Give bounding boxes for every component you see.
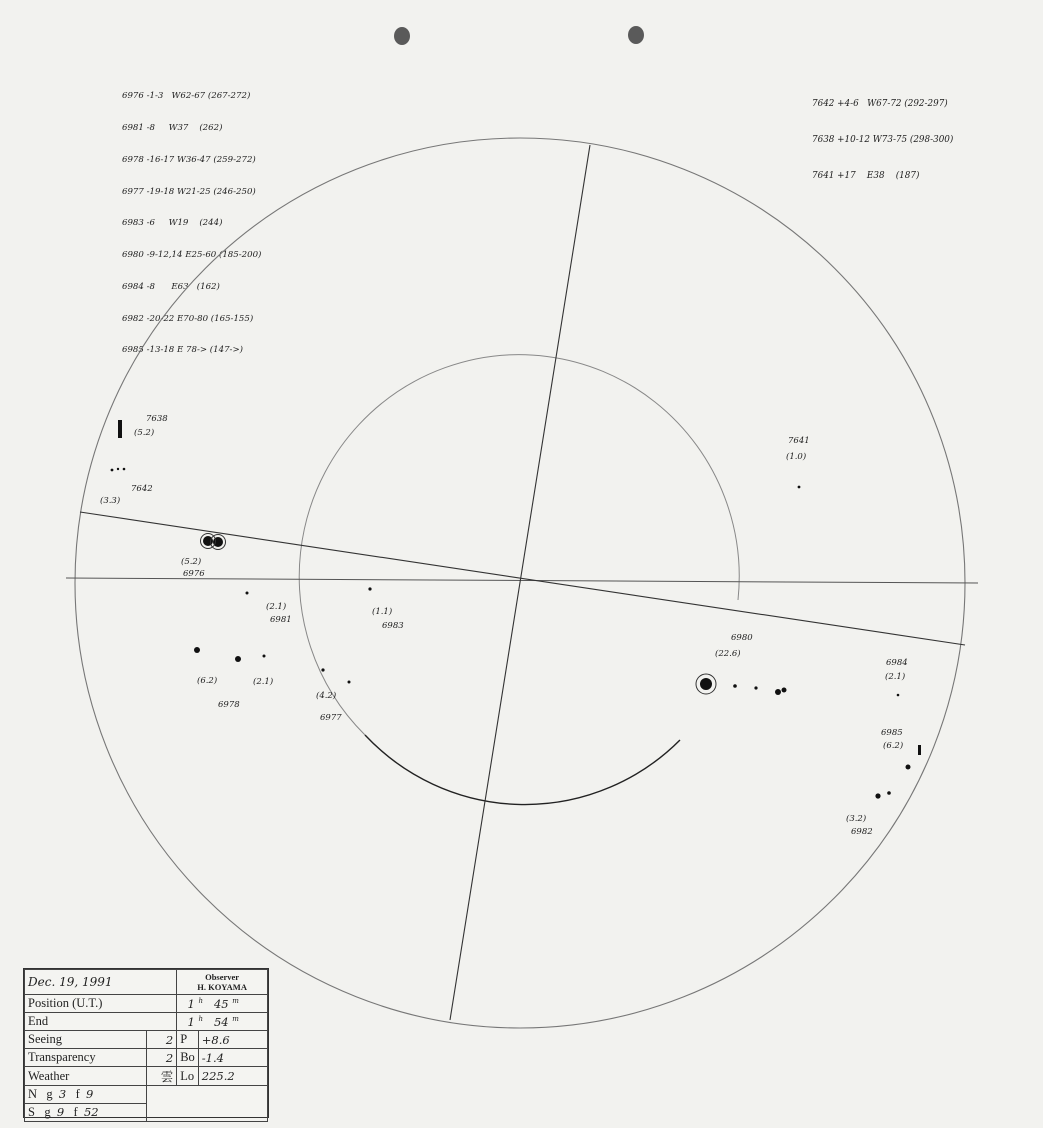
region-number: 6980 — [731, 633, 753, 643]
region-number: 6978 — [218, 700, 240, 710]
region-area: (22.6) — [715, 649, 741, 659]
transparency-value: 2 — [146, 1049, 177, 1067]
sunspot — [887, 791, 891, 795]
end-minutes: 54 — [213, 1014, 229, 1029]
end-hours: 1 — [187, 1014, 195, 1029]
region-number: 7638 — [146, 414, 168, 424]
sunspot — [111, 469, 114, 472]
north-count-cell — [25, 1086, 147, 1104]
sunspot — [246, 592, 249, 595]
note-line: 7641 +17 E38 (187) — [812, 171, 920, 181]
minute-unit: m — [232, 1014, 239, 1023]
north-f-label: f — [75, 1087, 80, 1101]
minute-unit: m — [232, 996, 239, 1005]
sunspot — [700, 678, 712, 690]
rotation-axis — [450, 145, 590, 1020]
note-line: 7638 +10-12 W73-75 (298-300) — [812, 135, 954, 145]
south-label: S — [28, 1105, 35, 1119]
region-number: 6984 — [886, 658, 908, 668]
note-line: 6980 -9-12,14 E25-60 (185-200) — [122, 250, 262, 261]
sunspot — [906, 765, 911, 770]
region-area: (6.2) — [883, 741, 904, 751]
note-line: 6984 -8 E63 (162) — [122, 281, 220, 292]
region-number: 6977 — [320, 713, 342, 723]
north-g-label: g — [46, 1087, 53, 1101]
region-area: (5.2) — [134, 428, 155, 438]
bo-value: -1.4 — [198, 1049, 267, 1067]
region-area: (2.1) — [253, 677, 274, 687]
region-number: 6985 — [881, 728, 903, 738]
south-f-label: f — [73, 1105, 78, 1119]
observation-date: Dec. 19, 1991 — [25, 970, 177, 995]
end-time — [177, 1013, 268, 1031]
sunspot — [798, 486, 801, 489]
sunspot — [918, 745, 921, 755]
weather-value: 雲 — [146, 1067, 177, 1086]
region-area: (4.2) — [316, 691, 337, 701]
region-number: 7642 — [131, 484, 153, 494]
region-number: 6976 — [183, 569, 205, 579]
seeing-label: Seeing — [25, 1031, 147, 1049]
position-label: Position (U.T.) — [25, 995, 177, 1013]
region-area: (6.2) — [197, 676, 218, 686]
blank-cell — [146, 1086, 267, 1122]
south-count-cell — [25, 1104, 147, 1122]
seeing-value: 2 — [146, 1031, 177, 1049]
north-label: N — [28, 1087, 38, 1101]
observer-cell — [177, 970, 268, 995]
note-line: 6981 -8 W37 (262) — [122, 122, 223, 133]
sunspot — [123, 468, 126, 471]
transparency-label: Transparency — [25, 1049, 147, 1067]
south-g-label: g — [44, 1105, 51, 1119]
region-number: 6982 — [851, 827, 873, 837]
position-time — [177, 995, 268, 1013]
position-hours: 1 — [187, 996, 195, 1011]
note-line: 6978 -16-17 W36-47 (259-272) — [122, 154, 256, 165]
note-line: 6985 -13-18 E 78-> (147->) — [122, 345, 244, 356]
position-minutes: 45 — [213, 996, 229, 1011]
region-area: (3.3) — [100, 496, 121, 506]
sunspot — [775, 689, 781, 695]
note-line: 7642 +4-6 W67-72 (292-297) — [812, 99, 948, 109]
sunspot — [263, 655, 266, 658]
note-line: 6976 -1-3 W62-67 (267-272) — [122, 91, 251, 102]
region-area: (2.1) — [885, 672, 906, 682]
region-area: (2.1) — [266, 602, 287, 612]
region-area: (5.2) — [181, 557, 202, 567]
sunspot — [235, 656, 241, 662]
observer-name: H. KOYAMA — [197, 982, 247, 992]
sunspot — [368, 587, 371, 590]
note-line: 6982 -20-22 E70-80 (165-155) — [122, 313, 254, 324]
north-group-count: 3 — [58, 1087, 67, 1101]
note-line: 6977 -19-18 W21-25 (246-250) — [122, 186, 256, 197]
hour-unit: h — [198, 996, 204, 1005]
sunspot — [875, 793, 880, 798]
sunspot — [321, 668, 324, 671]
observer-label: Observer — [205, 972, 240, 982]
end-label: End — [25, 1013, 177, 1031]
bo-label: Bo — [177, 1049, 199, 1067]
lo-value: 225.2 — [198, 1067, 267, 1086]
region-area: (3.2) — [846, 814, 867, 824]
hour-unit: h — [198, 1014, 204, 1023]
observation-log-table — [23, 968, 269, 1118]
sunspot — [733, 684, 737, 688]
inner-circle-inked-arc — [365, 735, 680, 805]
sunspot — [754, 686, 757, 689]
sunspot — [194, 647, 200, 653]
p-label: P — [177, 1031, 199, 1049]
sunspot — [118, 420, 122, 438]
lo-label: Lo — [177, 1067, 199, 1086]
sunspot — [117, 468, 119, 470]
region-number: 6981 — [270, 615, 292, 625]
sunspot — [897, 694, 900, 697]
p-value: +8.6 — [198, 1031, 267, 1049]
note-line: 6983 -6 W19 (244) — [122, 218, 223, 229]
south-group-count: 9 — [56, 1105, 65, 1119]
inner-reference-circle — [299, 355, 739, 735]
sunspot — [348, 681, 351, 684]
sunspot — [782, 688, 787, 693]
south-spot-count: 52 — [83, 1105, 99, 1119]
region-number: 6983 — [382, 621, 404, 631]
penumbrae — [201, 534, 717, 695]
north-spot-count: 9 — [86, 1087, 94, 1101]
region-number: 7641 — [788, 436, 810, 446]
region-area: (1.1) — [372, 607, 393, 617]
weather-label: Weather — [25, 1067, 147, 1086]
region-area: (1.0) — [786, 452, 807, 462]
